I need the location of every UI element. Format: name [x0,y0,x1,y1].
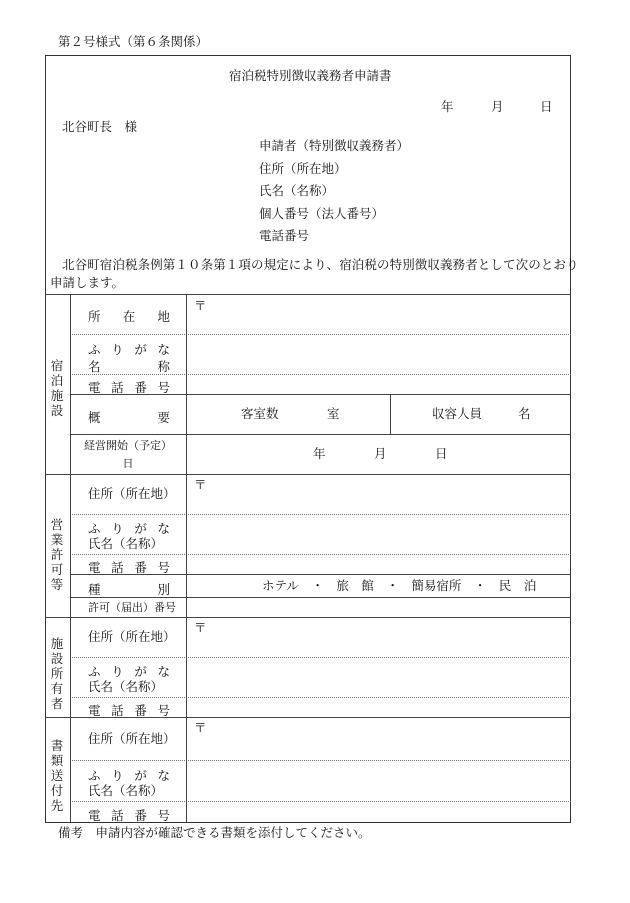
start-date-day: 日 [122,457,134,470]
vertical-char: 先 [50,798,64,813]
vertical-char: 等 [50,577,64,592]
facility-phone-label: 電 話 番 号 [88,380,170,395]
section-divider [45,617,571,618]
applicant-phone-label: 電話番号 [259,228,310,243]
facility-furigana-label: ふ り が な [88,342,170,357]
vertical-char: 有 [50,681,64,696]
section-label-owner [49,636,65,711]
vertical-char: 類 [50,753,64,768]
permit-furigana-label: ふ り が な [88,521,170,536]
rooms-unit: 室 [327,406,340,421]
applicant-personal-number-label: 個人番号（法人番号） [259,206,385,221]
column-divider [390,394,391,434]
section-divider [45,474,571,475]
owner-phone-label: 電 話 番 号 [88,703,170,718]
applicant-heading: 申請者（特別徴収義務者） [259,138,410,153]
owner-address-label: 住所（所在地） [88,629,176,644]
permit-number-label: 許可（届出）番号 [88,601,176,614]
form-title: 宿泊税特別徴収義務者申請書 [229,68,392,83]
vertical-char: 送 [50,768,64,783]
row-divider [70,760,571,761]
start-year: 年 [313,446,326,461]
section-label-facility [49,358,65,418]
vertical-char: 許 [50,547,64,562]
row-divider [70,514,571,515]
permit-phone-label: 電 話 番 号 [88,560,170,575]
vertical-char: 所 [50,666,64,681]
applicant-address-label: 住所（所在地） [259,161,347,176]
column-divider [186,294,187,822]
form-number: 第２号様式（第６条関係） [58,34,209,49]
capacity-label: 収容人員 [432,406,483,421]
postal-mark: 〒 [194,477,207,492]
row-divider [70,554,571,555]
column-divider [70,294,71,822]
facility-name-label: 名 称 [88,359,170,374]
date-day: 日 [540,99,553,114]
section-label-mailing [49,738,65,813]
vertical-char: 泊 [50,373,64,388]
addressee: 北谷町長 様 [62,119,138,134]
vertical-char: 営 [50,517,64,532]
mailing-furigana-label: ふ り が な [88,768,170,783]
vertical-char: 可 [50,562,64,577]
mailing-address-label: 住所（所在地） [88,731,176,746]
postal-mark: 〒 [194,298,207,313]
vertical-char: 設 [50,651,64,666]
owner-furigana-label: ふ り が な [88,664,170,679]
postal-mark: 〒 [194,720,207,735]
permit-address-label: 住所（所在地） [88,486,176,501]
mailing-phone-label: 電 話 番 号 [88,808,170,823]
vertical-char: 書 [50,738,64,753]
row-divider [70,801,571,802]
date-year: 年 [441,99,454,114]
start-day: 日 [435,446,448,461]
row-divider [70,657,571,658]
permit-type-options: ホテル ・ 旅 館 ・ 簡易宿所 ・ 民 泊 [262,578,537,593]
applicant-name-label: 氏名（名称） [259,183,335,198]
owner-name-label: 氏名（名称） [88,679,164,694]
start-date-label: 経営開始（予定） [84,439,172,452]
body-text-line2: 申請します。 [50,275,125,290]
vertical-char: 設 [50,403,64,418]
vertical-char: 付 [50,783,64,798]
row-divider [70,697,571,698]
section-label-permit [49,517,65,592]
facility-location-label: 所 在 地 [88,309,170,324]
body-text-line1: 北谷町宿泊税条例第１０条第１項の規定により、宿泊税の特別徴収義務者として次のとおり [62,257,579,272]
vertical-char: 者 [50,696,64,711]
mailing-name-label: 氏名（名称） [88,783,164,798]
vertical-char: 宿 [50,358,64,373]
start-month: 月 [374,446,387,461]
vertical-char: 施 [50,636,64,651]
vertical-char: 施 [50,388,64,403]
row-divider [70,434,571,435]
date-month: 月 [491,99,504,114]
postal-mark: 〒 [194,620,207,635]
row-divider [70,334,571,335]
permit-name-label: 氏名（名称） [88,536,164,551]
vertical-char: 業 [50,532,64,547]
note: 備考 申請内容が確認できる書類を添付してください。 [58,825,371,840]
section-divider [45,294,571,295]
permit-type-label: 種 別 [88,582,170,597]
facility-overview-label: 概 要 [88,410,170,425]
capacity-unit: 名 [518,406,531,421]
rooms-label: 客室数 [241,406,279,421]
